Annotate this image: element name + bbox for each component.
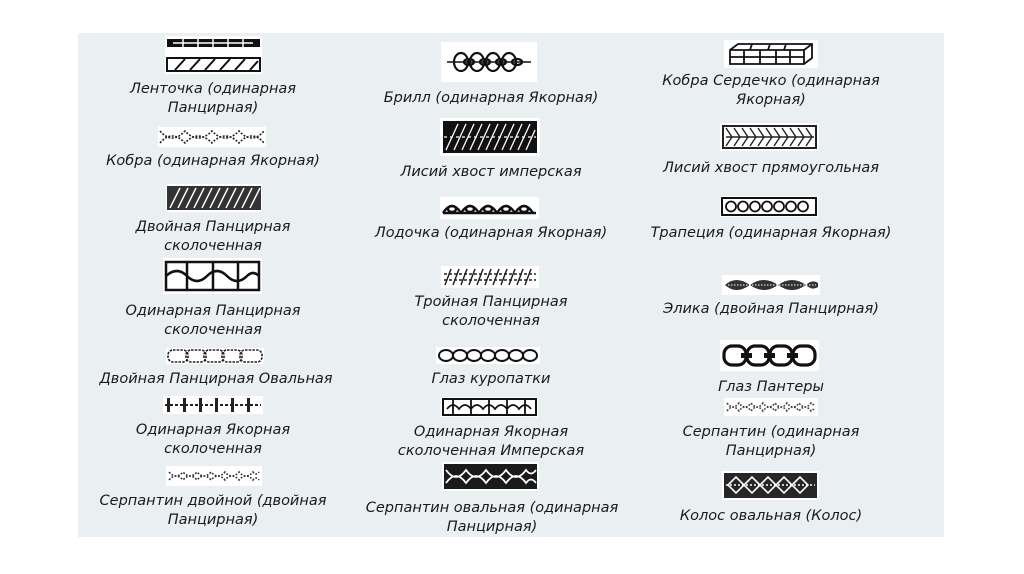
chain-label-dvoinaya-ovalnaya: Двойная Панцирная Овальная bbox=[99, 371, 333, 387]
double-curb-chain-icon bbox=[166, 184, 262, 212]
spikelet-chain-icon bbox=[722, 471, 819, 500]
chain-label-serpantin-ovalnaya: Серпантин овальная (одинарная Панцирная) bbox=[365, 500, 619, 535]
chain-label-troinaya: Тройная Панцирная сколоченная bbox=[414, 294, 568, 329]
chain-label-brill: Брилл (одинарная Якорная) bbox=[383, 90, 599, 106]
chain-label-lodochka: Лодочка (одинарная Якорная) bbox=[374, 225, 608, 241]
chain-label-serpantin-odinarnaya: Серпантин (одинарная Панцирная) bbox=[682, 424, 860, 459]
flat-tape-chain-icon bbox=[165, 36, 262, 74]
brill-chain-icon bbox=[441, 42, 537, 82]
single-anchor-chain-icon bbox=[163, 396, 263, 414]
chain-label-yakornaya-imperskaya: Одинарная Якорная сколоченная Имперская bbox=[397, 424, 585, 459]
chain-label-kolos: Колос овальная (Колос) bbox=[679, 508, 863, 524]
chain-label-elika: Элика (двойная Панцирная) bbox=[663, 301, 879, 317]
chain-label-kobra: Кобра (одинарная Якорная) bbox=[106, 153, 320, 169]
double-oval-curb-chain-icon bbox=[166, 348, 264, 364]
partridge-eye-chain-icon bbox=[436, 347, 540, 364]
helix-chain-icon bbox=[722, 275, 820, 295]
rectangular-foxtail-chain-icon bbox=[720, 123, 819, 151]
imperial-foxtail-chain-icon bbox=[440, 118, 540, 156]
cobra-heart-chain-icon bbox=[724, 40, 818, 68]
chain-label-odinarnaya-pantsirnaya: Одинарная Панцирная сколоченная bbox=[125, 303, 301, 338]
chain-label-trapetsiya: Трапеция (одинарная Якорная) bbox=[650, 225, 892, 241]
chain-label-glaz-kuropatki: Глаз куропатки bbox=[431, 371, 551, 387]
triple-curb-chain-icon bbox=[441, 266, 539, 288]
boat-chain-icon bbox=[440, 197, 539, 219]
chain-label-lisiy-pryamougolnaya: Лисий хвост прямоугольная bbox=[663, 160, 879, 176]
trapeze-chain-icon bbox=[720, 196, 818, 217]
chain-label-glaz-pantery: Глаз Пантеры bbox=[718, 379, 824, 395]
cobra-chain-icon bbox=[158, 127, 266, 147]
single-serpentine-chain-icon bbox=[724, 398, 818, 416]
chain-label-serpantin-dvoinoy: Серпантин двойной (двойная Панцирная) bbox=[99, 493, 327, 528]
chain-label-lentochka: Ленточка (одинарная Панцирная) bbox=[129, 81, 297, 116]
double-serpentine-chain-icon bbox=[166, 466, 262, 486]
chain-label-odinarnaya-yakornaya: Одинарная Якорная сколоченная bbox=[135, 422, 291, 457]
imperial-anchor-chain-icon bbox=[441, 397, 538, 417]
oval-serpentine-chain-icon bbox=[442, 462, 539, 491]
chain-label-dvoinaya-pantsirnaya: Двойная Панцирная сколоченная bbox=[135, 219, 291, 254]
panther-eye-chain-icon bbox=[720, 340, 819, 371]
single-curb-chain-icon bbox=[163, 258, 262, 294]
chain-label-kobra-serdechko: Кобра Сердечко (одинарная Якорная) bbox=[662, 73, 880, 108]
chain-label-lisiy-imperskaya: Лисий хвост имперская bbox=[400, 164, 582, 180]
